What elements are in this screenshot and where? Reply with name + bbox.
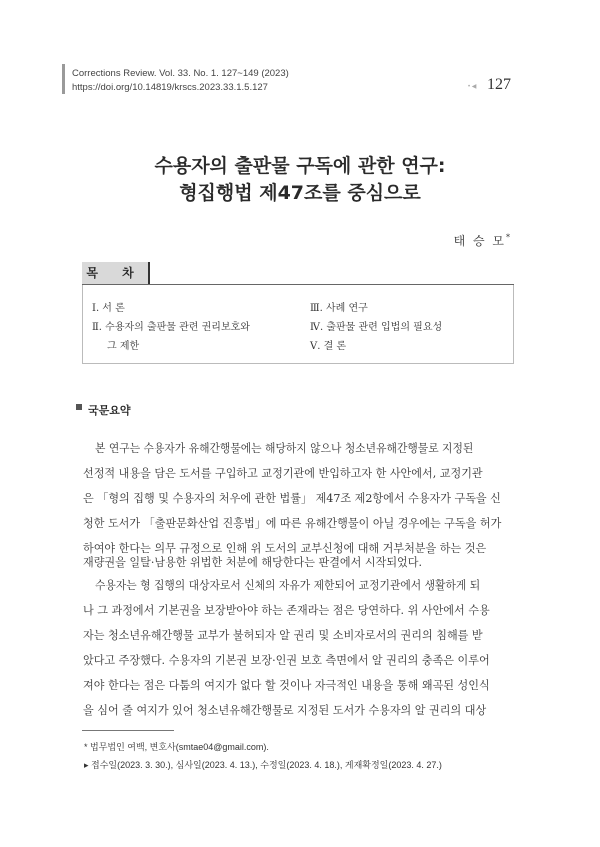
body-line: 을 심어 줄 여지가 있어 청소년유해간행물로 지정된 도서가 수용자의 알 권리의 대상	[83, 704, 487, 717]
body-line: 수용자는 형 집행의 대상자로서 신체의 자유가 제한되어 교정기관에서 생활하게 되	[95, 579, 481, 592]
footnote-dates: ▸ 접수일(2023. 3. 30.), 심사일(2023. 4. 13.), 수정일(2023. 4. 18.), 게재확정일(2023. 4. 27.)	[84, 760, 442, 770]
author-footnote-mark: *	[506, 233, 512, 242]
section-heading: 국문요약	[88, 404, 131, 417]
header-accent-bar	[62, 64, 65, 94]
body-line: 았다고 주장했다. 수용자의 기본권 보장·인권 보호 측면에서 알 권리의 충족은 이루어	[83, 654, 490, 667]
body-line: 져야 한다는 점은 다툼의 여지가 없다 할 것이나 자극적인 내용을 통해 왜곡된 성인식	[83, 679, 490, 692]
page-number: 127	[487, 76, 511, 93]
body-line: 은 「형의 집행 및 수용자의 처우에 관한 법률」 제47조 제2항에서 수용자가 구독을 신	[83, 492, 501, 505]
author-name	[454, 232, 512, 249]
author-name-text: 태 승 모	[453, 234, 506, 248]
body-line: 자는 청소년유해간행물 교부가 불허되자 알 권리 및 소비자로서의 권리의 침해를 받	[83, 629, 483, 642]
body-line: 청한 도서가 「출판문화산업 진흥법」에 따른 유해간행물이 아닐 경우에는 구독을 허가	[83, 517, 502, 530]
doi-link[interactable]: https://doi.org/10.14819/krscs.2023.33.1.5.127	[72, 82, 268, 93]
footnote-divider	[82, 730, 174, 731]
body-line: 본 연구는 수용자가 유해간행물에는 해당하지 않으나 청소년유해간행물로 지정된	[95, 442, 474, 455]
section-bullet-icon	[76, 404, 82, 410]
body-line: 하여야 한다는 의무 규정으로 인해 위 도서의 교부신청에 대해 거부처분을 하는 것은	[83, 542, 487, 555]
title-line-2: 형집행법 제47조를 중심으로	[179, 182, 421, 204]
toc-item: Ⅳ. 출판물 관련 입법의 필요성	[310, 322, 443, 333]
title-line-1: 수용자의 출판물 구독에 관한 연구:	[154, 155, 446, 177]
body-line: 재량권을 일탈·남용한 위법한 처분에 해당한다는 판결에서 시작되었다.	[83, 556, 422, 569]
toc-item: Ⅱ. 수용자의 출판물 관련 권리보호와	[92, 322, 250, 333]
toc-item: Ⅰ. 서 론	[92, 303, 125, 314]
journal-citation: Corrections Review. Vol. 33. No. 1. 127~149 (2023)	[72, 68, 289, 79]
toc-item: Ⅴ. 결 론	[310, 341, 347, 352]
page-marker: • ◀	[468, 84, 477, 90]
toc-item: 그 제한	[107, 341, 140, 352]
body-line: 나 그 과정에서 기본권을 보장받아야 하는 존재라는 점은 당연하다. 위 사안에서 수용	[83, 604, 490, 617]
toc-heading: 목 차	[82, 262, 150, 284]
toc-item: Ⅲ. 사례 연구	[310, 303, 368, 314]
body-line: 선정적 내용을 담은 도서를 구입하고 교정기관에 반입하고자 한 사안에서, 교정기관	[83, 467, 483, 480]
footnote-author: * 법무법인 여백, 변호사(smtae04@gmail.com).	[84, 742, 269, 752]
